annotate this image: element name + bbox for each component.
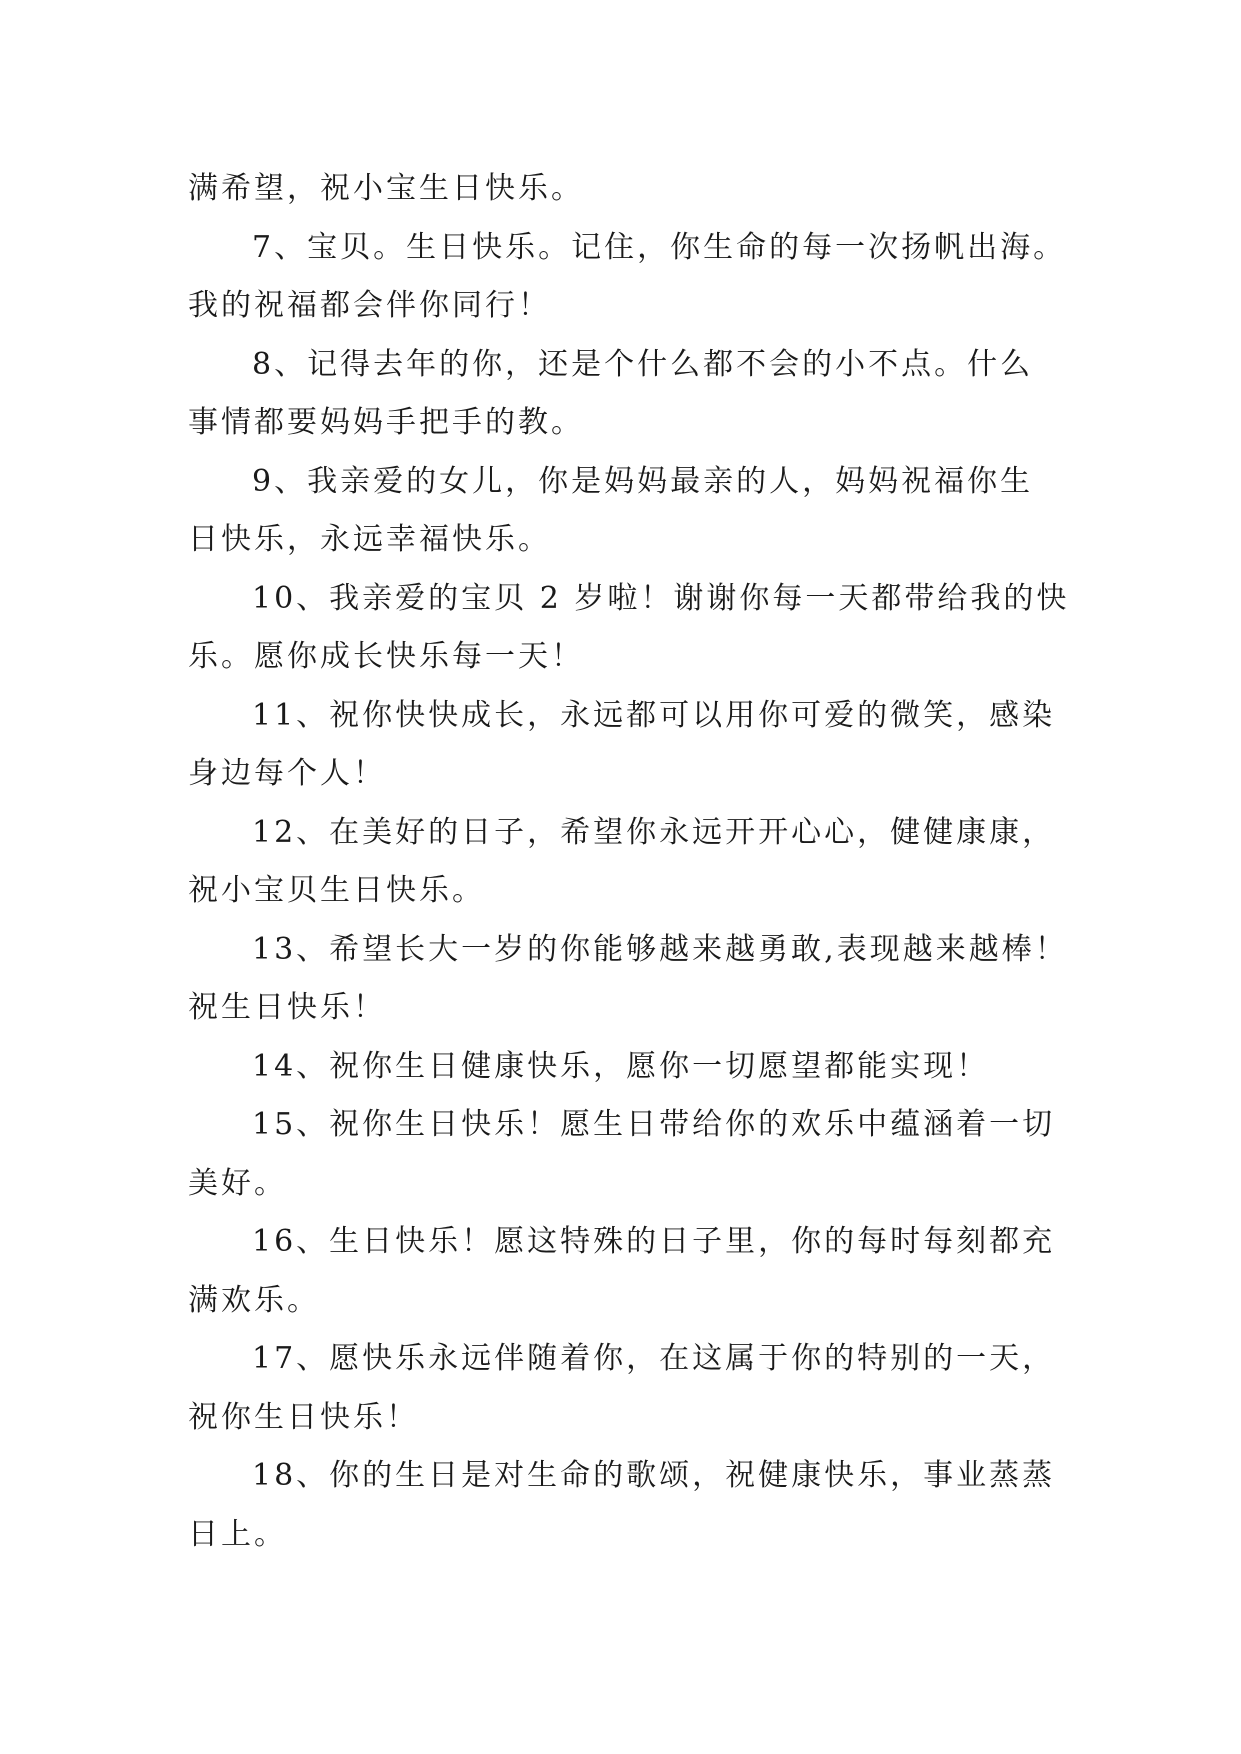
text-line: 15、祝你生日快乐！愿生日带给你的欢乐中蕴涵着一切 xyxy=(252,1107,1056,1142)
text-line: 日上。 xyxy=(188,1516,287,1552)
text-line: 13、希望长大一岁的你能够越来越勇敢,表现越来越棒！ xyxy=(252,931,1068,967)
text-line: 14、祝你生日健康快乐，愿你一切愿望都能实现！ xyxy=(252,1048,990,1084)
text-line: 18、你的生日是对生命的歌颂，祝健康快乐，事业蒸蒸 xyxy=(252,1458,1056,1493)
text-line: 身边每个人！ xyxy=(188,756,386,791)
document-body xyxy=(188,160,1068,1564)
text-line: 祝你生日快乐！ xyxy=(188,1399,419,1435)
text-line: 乐。愿你成长快乐每一天！ xyxy=(188,639,584,674)
text-line: 7、宝贝。生日快乐。记住，你生命的每一次扬帆出海。 xyxy=(252,229,1067,265)
text-line: 祝生日快乐！ xyxy=(188,990,386,1025)
text-line: 8、记得去年的你，还是个什么都不会的小不点。什么 xyxy=(252,346,1034,382)
text-line: 满希望，祝小宝生日快乐。 xyxy=(188,171,584,206)
text-line: 事情都要妈妈手把手的教。 xyxy=(188,405,584,440)
text-line: 10、我亲爱的宝贝 2 岁啦！谢谢你每一天都带给我的快 xyxy=(252,580,1070,616)
text-line: 12、在美好的日子，希望你永远开开心心，健健康康， xyxy=(252,814,1056,850)
text-line: 日快乐，永远幸福快乐。 xyxy=(188,522,551,557)
text-line: 祝小宝贝生日快乐。 xyxy=(188,873,485,908)
text-line: 11、祝你快快成长，永远都可以用你可爱的微笑，感染 xyxy=(252,697,1056,733)
text-line: 16、生日快乐！愿这特殊的日子里，你的每时每刻都充 xyxy=(252,1224,1056,1259)
text-line: 9、我亲爱的女儿，你是妈妈最亲的人，妈妈祝福你生 xyxy=(252,463,1034,499)
text-line: 满欢乐。 xyxy=(188,1282,320,1318)
text-line: 我的祝福都会伴你同行！ xyxy=(188,288,551,323)
text-line: 美好。 xyxy=(188,1165,287,1201)
text-line: 17、愿快乐永远伴随着你，在这属于你的特别的一天， xyxy=(252,1341,1056,1376)
